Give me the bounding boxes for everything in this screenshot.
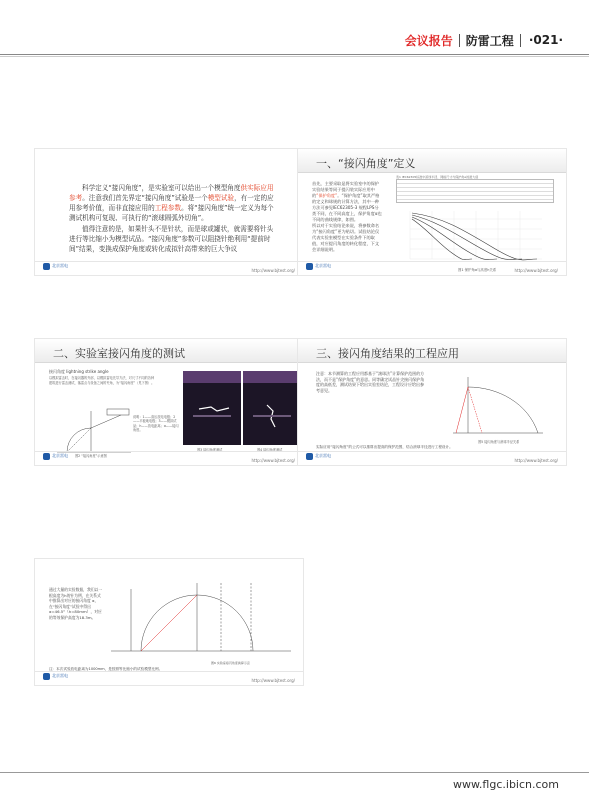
slide-title: 一、“接闪角度”定义 xyxy=(298,149,566,173)
discharge-photo xyxy=(243,371,301,445)
logo-text: 北京雷电 xyxy=(315,453,331,458)
page-number-value: 021 xyxy=(533,33,559,47)
slide-footer xyxy=(35,261,303,275)
slide-4-bottom-text: 实际应用“接闪角度”的公式可以推算出提高的保护范围，结合滚球半径进行工程设计。 xyxy=(316,445,453,449)
discharge-arc-graphic xyxy=(243,371,301,445)
highlight-text: “保护角度” xyxy=(316,193,338,198)
slide-1-paragraph-2: 值得注意的是，如果针头不是针状，而是球或罐状，就需要将针头进行等比缩小为模型试品。“接闪角度”参数可以阻挠针绝利用“提前时间”结果，变换成保护角度或转化成拟针高带来的巨大争议 xyxy=(69,225,274,253)
text-span: 。“保护角度”取其严格的定义和球规的计算方法，其中一种方法可参见IEC62305-3 规程LPS分类不同，在不同高度上，保护角度α也不同的曲线规律，如图。 xyxy=(312,193,382,222)
institute-logo xyxy=(43,263,68,273)
figure-caption: 图5 接闪角度与滚球半径关系 xyxy=(478,440,520,444)
slide-url: http://www.bjtest.org/ xyxy=(251,458,295,463)
photo-caption: 图3 接闪角度测试 xyxy=(197,448,223,452)
slide-2-body xyxy=(312,181,382,253)
slide-3 xyxy=(34,338,304,466)
logo-mark xyxy=(43,263,50,270)
highlight-text: 工程参数 xyxy=(154,204,182,212)
figure-caption: 图2 “接闪角度”示意图 xyxy=(75,454,107,458)
figure-caption: 图6 实验室接闪角度换算示意 xyxy=(211,661,250,665)
slide-footer xyxy=(35,451,303,465)
logo-mark xyxy=(43,453,50,460)
institute-logo xyxy=(306,263,331,273)
protection-table xyxy=(396,179,554,203)
slide-3-body: 以模拟雷击时，在接闪器的外部，以模拟雷电先导方法，对尺寸不同的各种建筑进行雷击测试，落雷点与设备之间的夹角，为“接闪角度”（见下图）。 xyxy=(49,376,155,385)
logo-text: 北京雷电 xyxy=(52,673,68,678)
page-number: ·021· xyxy=(528,33,563,47)
slide-4 xyxy=(297,338,567,466)
slide-footer xyxy=(298,451,566,465)
text-span: 首先，主要采取是将实验室中的保护实验结果等同于提闪装实际应用中的 xyxy=(312,181,380,198)
discharge-photo xyxy=(183,371,241,445)
logo-text: 北京雷电 xyxy=(315,263,331,268)
slide-5 xyxy=(34,558,304,686)
text-span: 。注意我们首先界定“接闪角度”试验是一个 xyxy=(82,194,208,202)
discharge-arc-graphic xyxy=(183,371,241,445)
slide-2 xyxy=(297,148,567,276)
slide-title: 三、接闪角度结果的工程应用 xyxy=(298,339,566,363)
slide-footer xyxy=(35,671,303,685)
table-caption: 表1 IEC62305标准中滚球半径、网格尺寸与保护角α的最大值 xyxy=(396,175,479,179)
section-label: 会议报告 xyxy=(404,33,453,48)
header-rule xyxy=(0,56,589,57)
slide-5-body: 通过大量的实验数据，我们以一根高度为h的针为例，在关系式中推算出对应的接闪角度 α，在“接闪角度”试验中得出α=46.5°（h=80mm），对应的等效保护高度为18.3m。 xyxy=(49,587,103,620)
header-divider xyxy=(520,34,521,47)
footer-rule xyxy=(0,772,589,773)
magazine-name: 防雷工程 xyxy=(465,33,514,48)
slide-1 xyxy=(34,148,304,276)
text-span: 。将“接闪角度”统一定义为每个测试机构可复现、可执行的“滚球圆弧外切角”。 xyxy=(69,204,274,222)
slide-1-paragraph-1 xyxy=(69,183,279,223)
rolling-sphere-diagram xyxy=(448,373,548,437)
logo-mark xyxy=(43,673,50,680)
slide-footer xyxy=(298,261,566,275)
slide-url: http://www.bjtest.org/ xyxy=(514,268,558,273)
slide-title: 二、实验室接闪角度的测试 xyxy=(35,339,303,363)
logo-mark xyxy=(306,263,313,270)
logo-text: 北京雷电 xyxy=(52,453,68,458)
institute-logo xyxy=(43,453,68,463)
figure-caption: 图1 保护角α与高度h关系 xyxy=(458,268,497,272)
logo-text: 北京雷电 xyxy=(52,263,68,268)
page-header xyxy=(405,30,563,50)
text-span: ，有一定的应用参考价值，而非直接应用的 xyxy=(69,194,274,212)
slide-5-note: 注：本次试验放电距离为1000mm，是按照等比缩小的试验模型比例。 xyxy=(49,667,163,671)
text-span: 所以对于实验结论来说，将参数命名为“接闪角度”更为贴切。试验结论仅代表实验室模型在实验条件下的取值，对应提闪角度的转化程度，下文会详细说明。 xyxy=(312,223,380,252)
institute-logo xyxy=(43,673,68,683)
header-divider xyxy=(459,34,460,47)
protection-angle-plot xyxy=(402,207,552,265)
highlight-text: 供实际应用参考 xyxy=(69,184,274,202)
slide-1-text xyxy=(69,183,279,255)
header-rule xyxy=(0,54,589,55)
slide-subtitle: 接闪角度 lightning strike angle xyxy=(49,369,109,374)
slide-4-body: 注意：本节测算的工程应用都基于“滚球法”计算保护范围的方法，而不是“保护角度”的意思。同等确定试品针尖接闪保护角度的高低差，测试结果下给出实验室结论，工程设计应给出参考意见。 xyxy=(316,371,425,393)
slide-url: http://www.bjtest.org/ xyxy=(251,268,295,273)
table-row xyxy=(397,196,553,200)
slide-url: http://www.bjtest.org/ xyxy=(251,678,295,683)
logo-mark xyxy=(306,453,313,460)
diagram-legend: 说明：1——高压放电电极；2——平板地电极；3——模拟试品；h——放电距离；α——接闪角度。 xyxy=(133,415,179,433)
footer-url: www.flgc.ibicn.com xyxy=(452,778,559,791)
text-span: 科学定义“接闪角度”，是实验室可以给出一个模型角度 xyxy=(82,184,241,192)
highlight-text: 模型试验 xyxy=(207,194,235,202)
conversion-diagram xyxy=(101,575,301,659)
institute-logo xyxy=(306,453,331,463)
strike-angle-diagram xyxy=(47,407,141,457)
photo-caption: 图4 接闪角度测试 xyxy=(257,448,283,452)
slide-url: http://www.bjtest.org/ xyxy=(514,458,558,463)
